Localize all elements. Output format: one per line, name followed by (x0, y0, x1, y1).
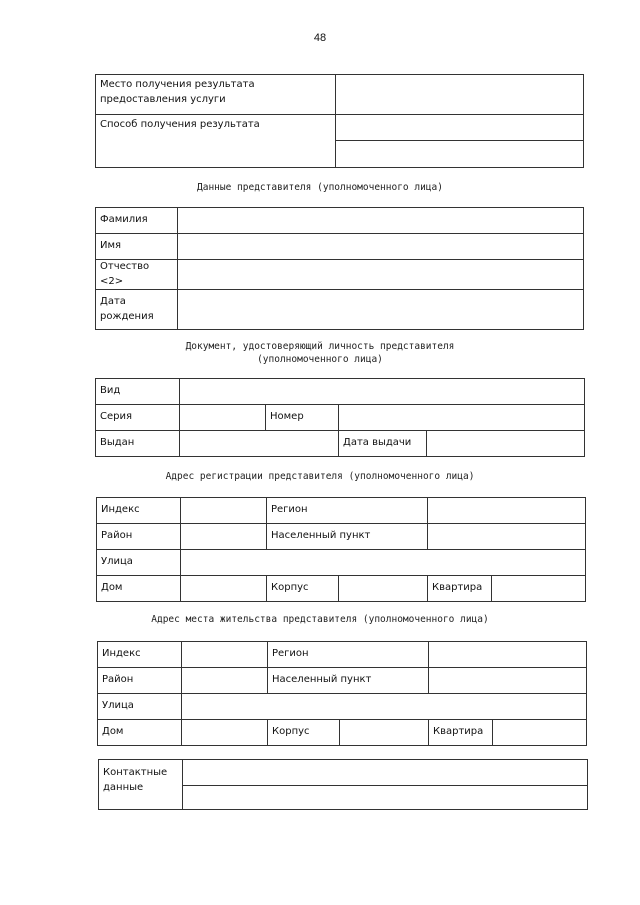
identity-document-title-line2: (уполномоченного лица) (257, 353, 383, 365)
doc-issue-date-field[interactable] (427, 431, 585, 457)
identity-document-title (0, 341, 640, 367)
reg-house-field[interactable] (181, 576, 267, 602)
reg-district-label: Район (97, 524, 181, 550)
patronymic-label: Отчество <2> (96, 260, 178, 290)
contacts-label: Контактные данные (99, 760, 183, 810)
res-region-field[interactable] (429, 642, 587, 668)
name-label: Имя (96, 234, 178, 260)
res-building-label: Корпус (268, 720, 340, 746)
res-locality-field[interactable] (429, 668, 587, 694)
birthdate-label: Дата рождения (96, 290, 178, 330)
reg-house-label: Дом (97, 576, 181, 602)
identity-document-title-line1: Документ, удостоверяющий личность представителя (185, 341, 455, 352)
res-building-field[interactable] (340, 720, 429, 746)
res-district-field[interactable] (182, 668, 268, 694)
result-method-field-1[interactable] (336, 115, 584, 141)
birthdate-field[interactable] (178, 290, 584, 330)
contacts-table (98, 759, 588, 810)
reg-index-field[interactable] (181, 498, 267, 524)
patronymic-field[interactable] (178, 260, 584, 290)
reg-apartment-field[interactable] (492, 576, 586, 602)
doc-issued-by-field[interactable] (180, 431, 339, 457)
doc-series-label: Серия (96, 405, 180, 431)
res-district-label: Район (98, 668, 182, 694)
reg-region-field[interactable] (428, 498, 586, 524)
doc-issued-by-label: Выдан (96, 431, 180, 457)
res-street-label: Улица (98, 694, 182, 720)
result-method-field-2[interactable] (336, 141, 584, 168)
result-method-label: Способ получения результата (96, 115, 336, 168)
contacts-field-2[interactable] (183, 786, 588, 810)
res-apartment-field[interactable] (493, 720, 587, 746)
result-place-field[interactable] (336, 75, 584, 115)
doc-issue-date-label: Дата выдачи (339, 431, 427, 457)
identity-document-table (95, 378, 585, 457)
reg-locality-field[interactable] (428, 524, 586, 550)
res-house-field[interactable] (182, 720, 268, 746)
service-result-table (95, 74, 584, 168)
reg-building-field[interactable] (339, 576, 428, 602)
residence-address-title: Адрес места жительства представителя (уполномоченного лица) (151, 614, 489, 625)
surname-field[interactable] (178, 208, 584, 234)
doc-number-field[interactable] (339, 405, 585, 431)
page-number: 48 (313, 32, 327, 44)
doc-number-label: Номер (266, 405, 339, 431)
res-apartment-label: Квартира (429, 720, 493, 746)
res-locality-label: Населенный пункт (268, 668, 429, 694)
surname-label: Фамилия (96, 208, 178, 234)
representative-data-title: Данные представителя (уполномоченного лица) (197, 182, 443, 193)
res-region-label: Регион (268, 642, 429, 668)
doc-type-label: Вид (96, 379, 180, 405)
result-place-label: Место получения результата предоставления услуги (96, 75, 336, 115)
representative-data-table (95, 207, 584, 330)
doc-type-field[interactable] (180, 379, 585, 405)
reg-region-label: Регион (267, 498, 428, 524)
registration-address-table (96, 497, 586, 602)
res-house-label: Дом (98, 720, 182, 746)
res-street-field[interactable] (182, 694, 587, 720)
name-field[interactable] (178, 234, 584, 260)
registration-address-title: Адрес регистрации представителя (уполномоченного лица) (165, 471, 475, 482)
reg-apartment-label: Квартира (428, 576, 492, 602)
contacts-field-1[interactable] (183, 760, 588, 786)
reg-district-field[interactable] (181, 524, 267, 550)
reg-index-label: Индекс (97, 498, 181, 524)
res-index-field[interactable] (182, 642, 268, 668)
res-index-label: Индекс (98, 642, 182, 668)
doc-series-field[interactable] (180, 405, 266, 431)
reg-building-label: Корпус (267, 576, 339, 602)
reg-locality-label: Населенный пункт (267, 524, 428, 550)
reg-street-field[interactable] (181, 550, 586, 576)
reg-street-label: Улица (97, 550, 181, 576)
residence-address-table (97, 641, 587, 746)
